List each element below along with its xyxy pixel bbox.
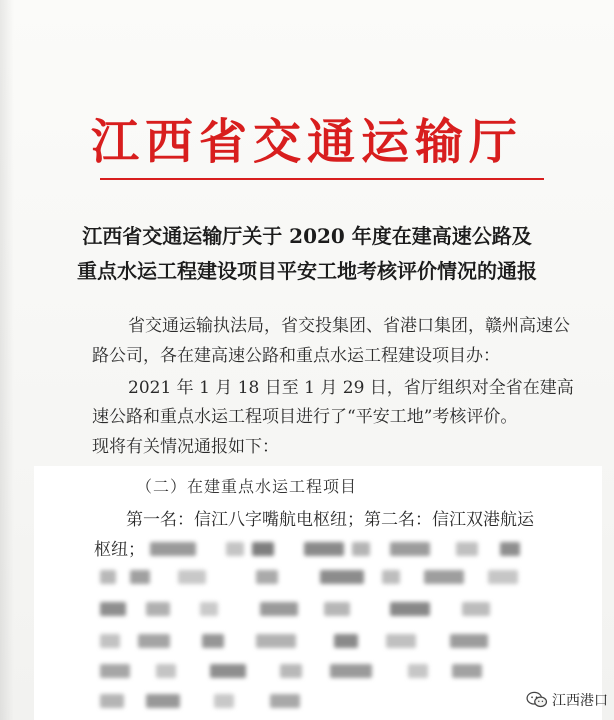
redacted-text-block xyxy=(90,530,530,720)
addressee-line-1: 省交通运输执法局，省交投集团、省港口集团，赣州高速公 xyxy=(128,316,570,336)
body-line-2: 速公路和重点水运工程项目进行了“平安工地”考核评价。 xyxy=(92,407,518,427)
body-line-1: 2021 年 1 月 18 日至 1 月 29 日，省厅组织对全省在建高 xyxy=(128,378,574,398)
addressee-line-2: 路公司，各在建高速公路和重点水运工程建设项目办： xyxy=(92,346,500,366)
issuer-masthead: 江西省交通运输厅 xyxy=(90,114,523,170)
body-line-3: 现将有关情况通报如下： xyxy=(92,437,279,457)
ranking-line-1: 第一名：信江八字嘴航电枢纽；第二名：信江双港航运 xyxy=(126,510,534,530)
masthead-divider xyxy=(100,178,544,180)
account-watermark xyxy=(526,690,608,710)
document-title-line-1: 江西省交通运输厅关于 2020 年度在建高速公路及 xyxy=(82,224,532,248)
page-edge-shadow xyxy=(0,0,14,720)
section-heading: （二）在建重点水运工程项目 xyxy=(136,477,358,496)
watermark-label: 江西港口 xyxy=(552,693,608,709)
document-title-line-2: 重点水运工程建设项目平安工地考核评价情况的通报 xyxy=(77,259,537,283)
ranking-line-2: 枢纽； xyxy=(94,540,145,560)
wechat-icon xyxy=(526,691,548,709)
